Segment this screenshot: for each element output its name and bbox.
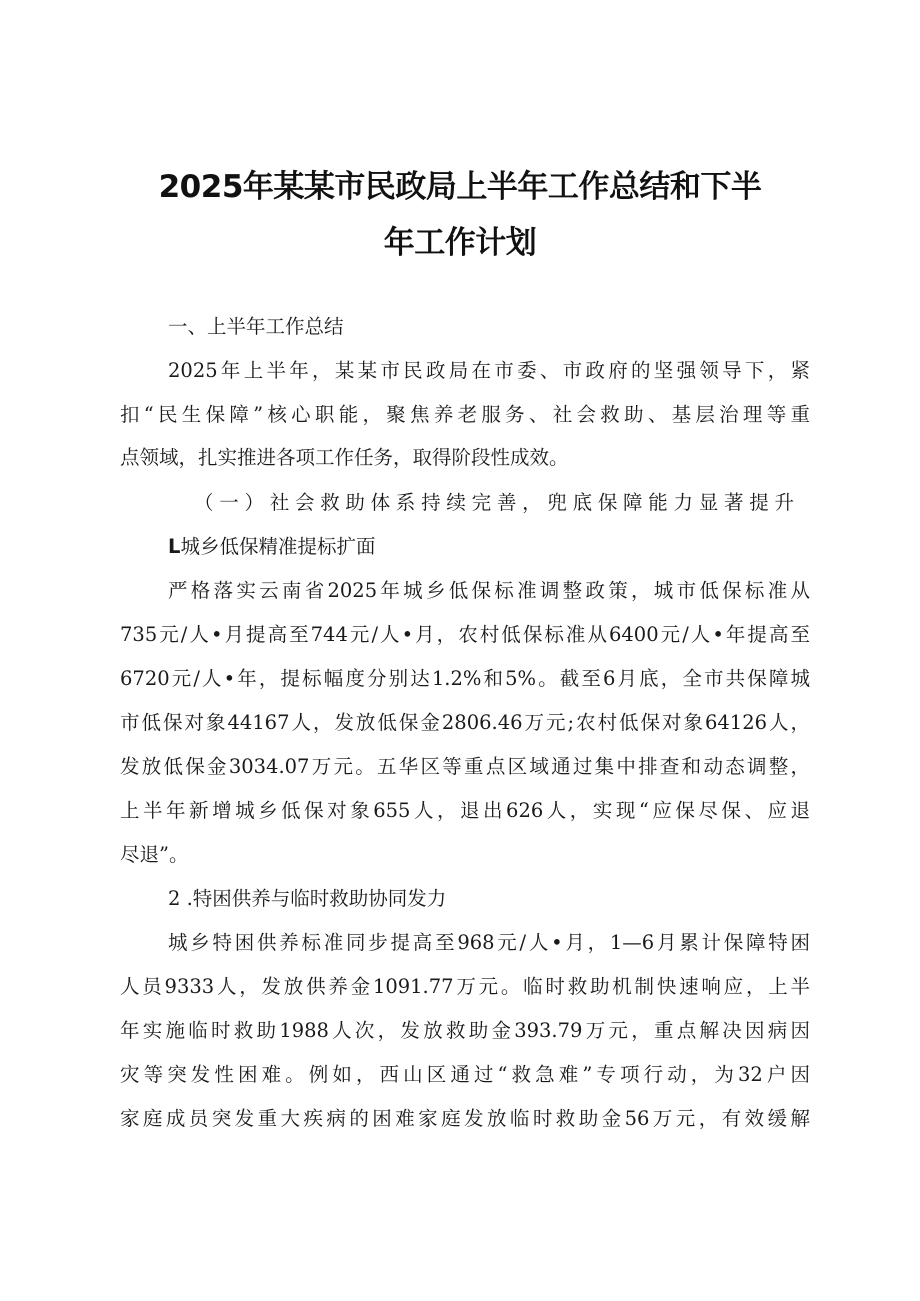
paragraph-line: 人员9333人，发放供养金1091.77万元。临时救助机制快速响应，上半 (120, 975, 810, 998)
paragraph-line: 6720元/人•年，提标幅度分别达1.2%和5%。截至6月底，全市共保障城 (120, 667, 810, 690)
paragraph-line: 上半年新增城乡低保对象655人，退出626人，实现“应保尽保、应退 (120, 799, 810, 822)
paragraph-line: 市低保对象44167人，发放低保金2806.46万元;农村低保对象64126人， (120, 711, 810, 734)
paragraph-line: 尽退”。 (120, 843, 189, 866)
paragraph-line: 家庭成员突发重大疾病的困难家庭发放临时救助金56万元，有效缓解 (120, 1107, 810, 1130)
paragraph-line: 735元/人•月提高至744元/人•月，农村低保标准从6400元/人•年提高至 (120, 623, 810, 646)
paragraph-line: 年实施临时救助1988人次，发放救助金393.79万元，重点解决因病因 (120, 1019, 810, 1042)
item-heading-text: 城乡低保精准提标扩面 (180, 535, 376, 558)
paragraph-line: 扣“民生保障”核心职能，聚焦养老服务、社会救助、基层治理等重 (120, 403, 810, 426)
document-title-line2: 年工作计划 (383, 225, 537, 261)
document-title-line1: 2025年某某市民政局上半年工作总结和下半 (158, 169, 762, 205)
item-heading: 2 .特困供养与临时救助协同发力 (168, 887, 447, 910)
paragraph-line: 2025年上半年，某某市民政局在市委、市政府的坚强领导下，紧 (168, 359, 810, 382)
paragraph-line: 严格落实云南省2025年城乡低保标准调整政策，城市低保标准从 (168, 579, 810, 602)
item-heading (168, 530, 858, 564)
paragraph-line: 灾等突发性困难。例如，西山区通过“救急难”专项行动，为32户因 (120, 1063, 810, 1086)
paragraph-line: 发放低保金3034.07万元。五华区等重点区域通过集中排查和动态调整， (120, 755, 810, 778)
paragraph-line: 城乡特困供养标准同步提高至968元/人•月，1—6月累计保障特困 (168, 931, 810, 954)
subsection-heading: （一）社会救助体系持续完善，兜底保障能力显著提升 (194, 491, 794, 514)
item-marker: L (168, 535, 181, 558)
paragraph-line: 点领域，扎实推进各项工作任务，取得阶段性成效。 (120, 446, 569, 469)
section-heading: 一、上半年工作总结 (168, 315, 344, 338)
